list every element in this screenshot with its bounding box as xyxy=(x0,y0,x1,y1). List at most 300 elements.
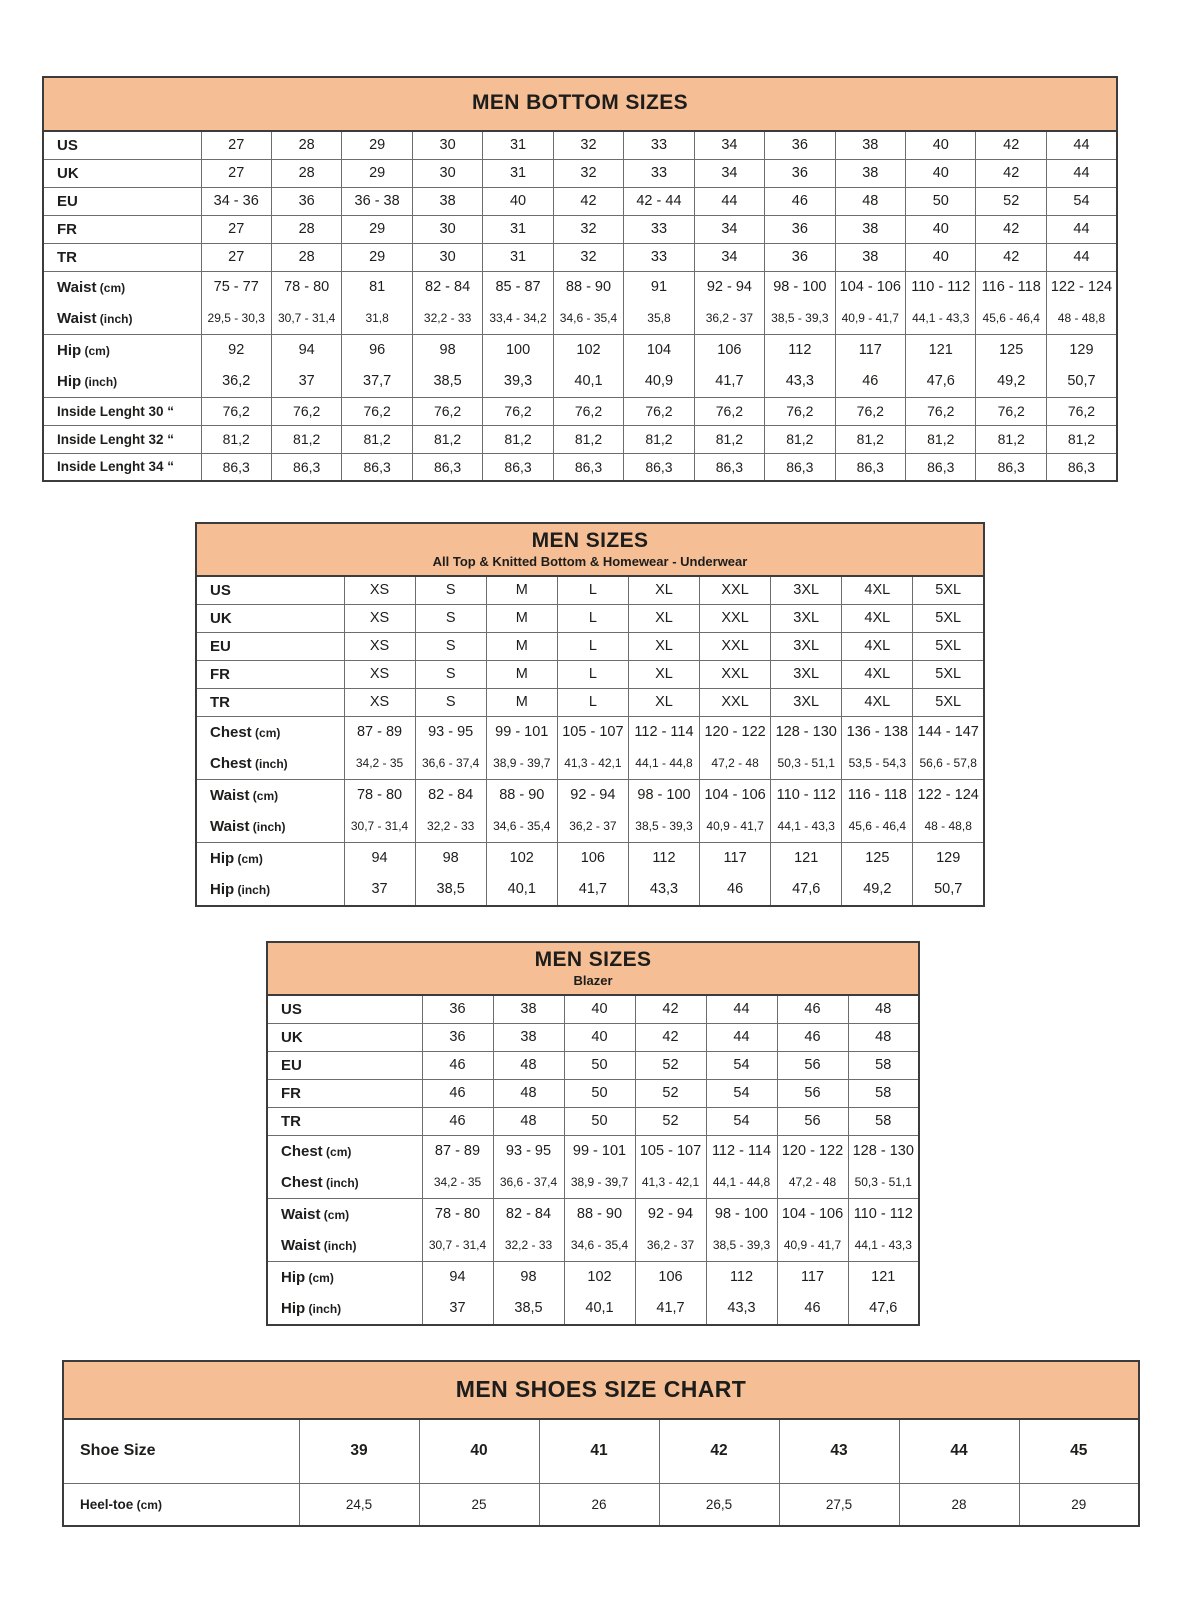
size-cell: XXL xyxy=(700,632,771,660)
size-cell: 34 xyxy=(694,131,764,159)
size-cell: M xyxy=(486,604,557,632)
row-label xyxy=(196,842,344,906)
value-bottom: 44,1 - 43,3 xyxy=(854,1237,912,1252)
size-cell: 81,2 xyxy=(271,425,341,453)
size-cell: 42 xyxy=(976,243,1046,271)
table-row xyxy=(43,334,1117,397)
size-cell: 45 xyxy=(1019,1419,1139,1483)
size-cell: 81,2 xyxy=(765,425,835,453)
value-bottom: 44,1 - 43,3 xyxy=(912,310,970,325)
value-top: 110 - 112 xyxy=(776,786,836,803)
value-top: 78 - 80 xyxy=(356,786,403,803)
row-label-text: EU xyxy=(210,637,231,655)
size-cell xyxy=(342,334,412,397)
table-subtitle: All Top & Knitted Bottom & Homewear - Underwear xyxy=(432,554,748,569)
size-cell: 38 xyxy=(835,159,905,187)
size-cell: 56 xyxy=(777,1051,848,1079)
value-bottom: 40,1 xyxy=(574,372,603,389)
value-bottom: 38,5 xyxy=(514,1299,543,1316)
row-label-unit: (inch) xyxy=(96,311,133,326)
size-cell: XS xyxy=(344,660,415,688)
value-top: 85 - 87 xyxy=(495,278,541,295)
value-top: 96 xyxy=(369,341,386,358)
row-label-bottom xyxy=(44,366,201,397)
size-cell: 46 xyxy=(422,1051,493,1079)
value-bottom: 34,2 - 35 xyxy=(433,1174,482,1189)
row-label-text: Heel-toe xyxy=(80,1496,134,1512)
row-label xyxy=(267,1023,422,1051)
size-cell: 42 xyxy=(976,159,1046,187)
table-row xyxy=(63,1483,1139,1526)
size-cell: 86,3 xyxy=(412,453,482,481)
size-cell xyxy=(765,334,835,397)
value-top: 112 xyxy=(729,1268,754,1285)
size-cell xyxy=(906,334,976,397)
value-top: 128 - 130 xyxy=(852,1142,914,1159)
size-cell: 28 xyxy=(271,243,341,271)
value-top: 92 - 94 xyxy=(570,786,616,803)
size-cell: 29 xyxy=(342,159,412,187)
size-cell: 34 xyxy=(694,243,764,271)
size-cell: 81,2 xyxy=(1046,425,1117,453)
row-label-text: Chest xyxy=(210,723,252,741)
size-cell: 46 xyxy=(765,187,835,215)
value-top: 104 xyxy=(646,341,672,358)
value-bottom: 34,6 - 35,4 xyxy=(559,310,618,325)
value-bottom: 38,9 - 39,7 xyxy=(493,755,551,770)
value-bottom: 36,2 - 37 xyxy=(646,1237,695,1252)
table-row xyxy=(43,159,1117,187)
row-label-unit: (inch) xyxy=(81,374,118,389)
size-cell: 86,3 xyxy=(624,453,694,481)
row-label-top xyxy=(268,1199,422,1230)
row-label-unit: (cm) xyxy=(249,788,279,803)
size-cell xyxy=(557,779,628,842)
value-top: 116 - 118 xyxy=(847,786,907,803)
row-label xyxy=(267,1051,422,1079)
row-label xyxy=(196,632,344,660)
size-cell: XL xyxy=(628,604,699,632)
row-label xyxy=(43,131,201,159)
size-cell: 86,3 xyxy=(1046,453,1117,481)
value-top: 104 - 106 xyxy=(839,278,901,295)
size-cell: 33 xyxy=(624,131,694,159)
size-cell xyxy=(976,334,1046,397)
table-row xyxy=(63,1419,1139,1483)
size-cell: L xyxy=(557,604,628,632)
size-cell: XL xyxy=(628,688,699,716)
row-label xyxy=(43,334,201,397)
size-cell xyxy=(706,1135,777,1198)
size-cell xyxy=(564,1135,635,1198)
row-label-text: EU xyxy=(281,1056,302,1074)
value-bottom: 37 xyxy=(371,880,388,897)
value-bottom: 47,6 xyxy=(869,1299,898,1316)
size-cell xyxy=(913,779,984,842)
table-row xyxy=(43,271,1117,334)
row-label-text: Inside Lenght 32 “ xyxy=(57,431,175,447)
size-cell: M xyxy=(486,660,557,688)
size-cell: 81,2 xyxy=(835,425,905,453)
size-cell: 31 xyxy=(483,131,553,159)
size-cell xyxy=(483,271,553,334)
row-label-bottom xyxy=(44,303,201,334)
value-bottom: 39,3 xyxy=(503,372,533,389)
table-row xyxy=(267,1107,919,1135)
value-bottom: 34,2 - 35 xyxy=(355,755,404,770)
table-row xyxy=(267,1079,919,1107)
size-cell: 4XL xyxy=(842,632,913,660)
value-bottom: 56,6 - 57,8 xyxy=(919,755,977,770)
size-cell: M xyxy=(486,632,557,660)
size-cell: 27 xyxy=(201,215,271,243)
size-cell: 32 xyxy=(553,243,623,271)
size-cell: 86,3 xyxy=(835,453,905,481)
value-top: 93 - 95 xyxy=(428,723,474,740)
size-cell: XL xyxy=(628,576,699,604)
value-top: 106 xyxy=(658,1268,683,1285)
value-top: 91 xyxy=(650,278,668,295)
size-cell xyxy=(913,716,984,779)
value-bottom: 37 xyxy=(298,372,315,389)
table-title-band xyxy=(63,1361,1139,1419)
value-top: 128 - 130 xyxy=(775,723,837,740)
size-cell: 4XL xyxy=(842,576,913,604)
value-top: 98 xyxy=(439,341,456,358)
value-bottom: 29,5 - 30,3 xyxy=(207,310,265,325)
table-row xyxy=(196,842,984,906)
size-cell xyxy=(848,1261,919,1325)
row-label xyxy=(196,716,344,779)
row-label xyxy=(43,187,201,215)
size-cell xyxy=(835,334,905,397)
size-cell: 31 xyxy=(483,159,553,187)
size-cell xyxy=(201,334,271,397)
size-cell xyxy=(422,1198,493,1261)
value-bottom: 38,9 - 39,7 xyxy=(570,1174,629,1189)
size-cell xyxy=(635,1261,706,1325)
size-cell xyxy=(700,842,771,906)
row-label-text: TR xyxy=(281,1112,301,1130)
size-cell xyxy=(1046,334,1117,397)
size-cell xyxy=(564,1261,635,1325)
size-cell: 76,2 xyxy=(412,397,482,425)
row-label-text: Hip xyxy=(281,1268,306,1286)
size-cell: 25 xyxy=(419,1483,539,1526)
size-cell: S xyxy=(415,604,486,632)
table-body xyxy=(63,1419,1139,1526)
row-label-bottom xyxy=(197,811,344,842)
row-label-unit: (inch) xyxy=(234,882,271,897)
size-cell: 36 xyxy=(765,215,835,243)
size-cell: 27 xyxy=(201,131,271,159)
row-label-top xyxy=(197,780,344,811)
size-cell: 27,5 xyxy=(779,1483,899,1526)
size-cell: 44 xyxy=(899,1419,1019,1483)
value-top: 136 - 138 xyxy=(846,723,908,740)
size-cell: 4XL xyxy=(842,660,913,688)
size-cell xyxy=(842,716,913,779)
size-cell: 30 xyxy=(412,131,482,159)
men-shoes-size-chart-table xyxy=(62,1360,1140,1527)
value-top: 104 - 106 xyxy=(781,1205,844,1222)
size-cell: 33 xyxy=(624,215,694,243)
row-label-text: FR xyxy=(210,665,230,683)
value-top: 110 - 112 xyxy=(853,1205,913,1222)
size-cell: 40 xyxy=(906,159,976,187)
row-label-unit: (cm) xyxy=(322,1144,352,1159)
value-bottom: 30,7 - 31,4 xyxy=(428,1237,487,1252)
size-cell: XS xyxy=(344,688,415,716)
size-cell: L xyxy=(557,688,628,716)
size-cell: 86,3 xyxy=(201,453,271,481)
value-bottom: 36,2 xyxy=(222,372,251,389)
size-cell: 32 xyxy=(553,159,623,187)
row-label xyxy=(63,1419,299,1483)
size-cell xyxy=(694,334,764,397)
men-bottom-sizes-table xyxy=(42,76,1118,482)
size-cell: 76,2 xyxy=(271,397,341,425)
size-cell xyxy=(848,1135,919,1198)
size-cell: 28 xyxy=(271,131,341,159)
value-bottom: 31,8 xyxy=(365,310,389,325)
value-bottom: 50,3 - 51,1 xyxy=(777,755,835,770)
table-row xyxy=(196,779,984,842)
table-row xyxy=(196,576,984,604)
size-cell: 76,2 xyxy=(765,397,835,425)
value-top: 106 xyxy=(717,341,742,358)
size-cell: 54 xyxy=(706,1051,777,1079)
size-cell: 42 xyxy=(976,215,1046,243)
size-cell: 42 xyxy=(635,995,706,1023)
table-title-row xyxy=(196,523,984,576)
size-cell xyxy=(344,779,415,842)
size-cell xyxy=(422,1261,493,1325)
size-cell: 42 xyxy=(635,1023,706,1051)
table-row xyxy=(267,1261,919,1325)
size-cell xyxy=(906,271,976,334)
value-bottom: 45,6 - 46,4 xyxy=(848,818,906,833)
value-bottom: 43,3 xyxy=(785,372,814,389)
size-cell: 46 xyxy=(422,1107,493,1135)
size-cell: L xyxy=(557,632,628,660)
size-cell: XS xyxy=(344,632,415,660)
table-row xyxy=(196,604,984,632)
row-label xyxy=(196,604,344,632)
size-cell xyxy=(557,716,628,779)
size-cell: 36 - 38 xyxy=(342,187,412,215)
value-top: 87 - 89 xyxy=(434,1142,481,1159)
value-bottom: 40,9 - 41,7 xyxy=(706,818,764,833)
size-cell xyxy=(415,842,486,906)
size-cell xyxy=(777,1135,848,1198)
row-label-text: Chest xyxy=(210,754,252,772)
value-bottom: 46 xyxy=(804,1299,821,1316)
size-cell: 46 xyxy=(777,995,848,1023)
size-cell: 36 xyxy=(765,159,835,187)
row-label xyxy=(267,1261,422,1325)
table-title-band xyxy=(196,523,984,576)
row-label-unit: (cm) xyxy=(234,851,263,866)
row-label-bottom xyxy=(268,1293,422,1324)
value-top: 125 xyxy=(865,849,890,866)
value-bottom: 38,5 - 39,3 xyxy=(712,1237,771,1252)
size-cell: 48 xyxy=(493,1107,564,1135)
size-cell xyxy=(771,779,842,842)
row-label-unit: (inch) xyxy=(320,1238,357,1253)
value-bottom: 50,3 - 51,1 xyxy=(854,1174,912,1189)
size-cell: 27 xyxy=(201,243,271,271)
table-row xyxy=(43,425,1117,453)
size-cell xyxy=(271,334,341,397)
value-bottom: 37 xyxy=(449,1299,466,1316)
value-top: 78 - 80 xyxy=(284,278,330,295)
size-cell: 30 xyxy=(412,215,482,243)
size-cell: XXL xyxy=(700,660,771,688)
size-cell: 58 xyxy=(848,1051,919,1079)
row-label xyxy=(267,1107,422,1135)
size-cell xyxy=(483,334,553,397)
value-top: 122 - 124 xyxy=(1050,278,1113,295)
size-cell: 31 xyxy=(483,243,553,271)
value-bottom: 40,1 xyxy=(585,1299,614,1316)
value-top: 117 xyxy=(723,849,747,866)
size-cell: 5XL xyxy=(913,604,984,632)
value-bottom: 46 xyxy=(862,372,879,389)
table-row xyxy=(267,1023,919,1051)
size-cell: XXL xyxy=(700,688,771,716)
value-bottom: 53,5 - 54,3 xyxy=(848,755,906,770)
size-cell: 81,2 xyxy=(412,425,482,453)
size-cell: XL xyxy=(628,632,699,660)
table-title: MEN SHOES SIZE CHART xyxy=(455,1376,747,1402)
size-cell: 81,2 xyxy=(342,425,412,453)
table-row xyxy=(43,215,1117,243)
size-cell: 56 xyxy=(777,1079,848,1107)
row-label xyxy=(196,779,344,842)
size-cell: XXL xyxy=(700,604,771,632)
size-cell: XS xyxy=(344,576,415,604)
value-bottom: 49,2 xyxy=(997,372,1026,389)
size-cell: L xyxy=(557,576,628,604)
size-cell: XXL xyxy=(700,576,771,604)
size-cell xyxy=(493,1261,564,1325)
row-label xyxy=(43,453,201,481)
value-top: 88 - 90 xyxy=(565,278,612,295)
value-top: 82 - 84 xyxy=(425,278,471,295)
size-cell: 81,2 xyxy=(694,425,764,453)
row-label-text: Hip xyxy=(281,1299,306,1317)
size-cell: 50 xyxy=(564,1079,635,1107)
size-cell: 50 xyxy=(564,1107,635,1135)
row-label xyxy=(43,215,201,243)
row-label-text: Shoe Size xyxy=(80,1442,156,1460)
row-label-text: UK xyxy=(281,1028,303,1046)
value-bottom: 36,6 - 37,4 xyxy=(421,755,480,770)
size-cell: 3XL xyxy=(771,660,842,688)
size-cell xyxy=(777,1198,848,1261)
size-cell: 44 xyxy=(706,995,777,1023)
row-label xyxy=(267,995,422,1023)
size-cell: 41 xyxy=(539,1419,659,1483)
size-cell xyxy=(628,842,699,906)
value-bottom: 38,5 - 39,3 xyxy=(635,818,693,833)
size-cell: 48 xyxy=(493,1051,564,1079)
value-bottom: 50,7 xyxy=(1067,372,1096,389)
row-label-text: US xyxy=(57,136,78,154)
size-cell xyxy=(777,1261,848,1325)
size-cell: 3XL xyxy=(771,688,842,716)
size-cell: 36 xyxy=(422,995,493,1023)
row-label xyxy=(63,1483,299,1526)
value-bottom: 38,5 xyxy=(436,880,465,897)
table-body xyxy=(43,131,1117,481)
value-bottom: 50,7 xyxy=(934,880,963,897)
value-bottom: 48 - 48,8 xyxy=(1057,310,1106,325)
size-cell xyxy=(635,1135,706,1198)
size-cell xyxy=(493,1135,564,1198)
table-row xyxy=(196,688,984,716)
value-top: 94 xyxy=(371,849,388,866)
size-cell xyxy=(700,716,771,779)
value-bottom: 35,8 xyxy=(647,310,671,325)
table-row xyxy=(196,632,984,660)
value-top: 98 xyxy=(520,1268,537,1285)
value-top: 125 xyxy=(999,341,1024,358)
size-cell: 36 xyxy=(271,187,341,215)
value-bottom: 37,7 xyxy=(363,372,392,389)
size-cell xyxy=(344,716,415,779)
value-bottom: 41,3 - 42,1 xyxy=(641,1174,700,1189)
size-cell: 76,2 xyxy=(694,397,764,425)
row-label xyxy=(43,243,201,271)
size-cell xyxy=(344,842,415,906)
size-cell: 40 xyxy=(906,243,976,271)
size-cell: 46 xyxy=(422,1079,493,1107)
value-bottom: 47,6 xyxy=(926,372,955,389)
row-label-text: Waist xyxy=(281,1205,321,1223)
size-cell: 38 xyxy=(835,215,905,243)
value-bottom: 43,3 xyxy=(727,1299,756,1316)
size-cell: 38 xyxy=(412,187,482,215)
size-cell: 40 xyxy=(906,215,976,243)
size-cell: S xyxy=(415,688,486,716)
row-label xyxy=(196,576,344,604)
size-cell: 24,5 xyxy=(299,1483,419,1526)
value-top: 120 - 122 xyxy=(704,723,766,740)
value-top: 94 xyxy=(298,341,315,358)
size-cell: 48 xyxy=(493,1079,564,1107)
value-bottom: 36,2 - 37 xyxy=(705,310,754,325)
table-row xyxy=(267,1135,919,1198)
size-cell: 86,3 xyxy=(483,453,553,481)
size-cell: 76,2 xyxy=(342,397,412,425)
value-top: 112 - 114 xyxy=(711,1142,772,1159)
table-row xyxy=(267,1051,919,1079)
row-label-top xyxy=(268,1136,422,1167)
size-cell: 40 xyxy=(564,1023,635,1051)
size-cell: 81,2 xyxy=(201,425,271,453)
size-cell: 48 xyxy=(848,995,919,1023)
size-cell: 40 xyxy=(564,995,635,1023)
value-top: 117 xyxy=(800,1268,825,1285)
value-top: 129 xyxy=(1069,341,1094,358)
size-cell: 76,2 xyxy=(201,397,271,425)
row-label-text: US xyxy=(281,1000,302,1018)
size-cell: 34 - 36 xyxy=(201,187,271,215)
row-label-top xyxy=(44,335,201,366)
value-top: 102 xyxy=(509,849,534,866)
